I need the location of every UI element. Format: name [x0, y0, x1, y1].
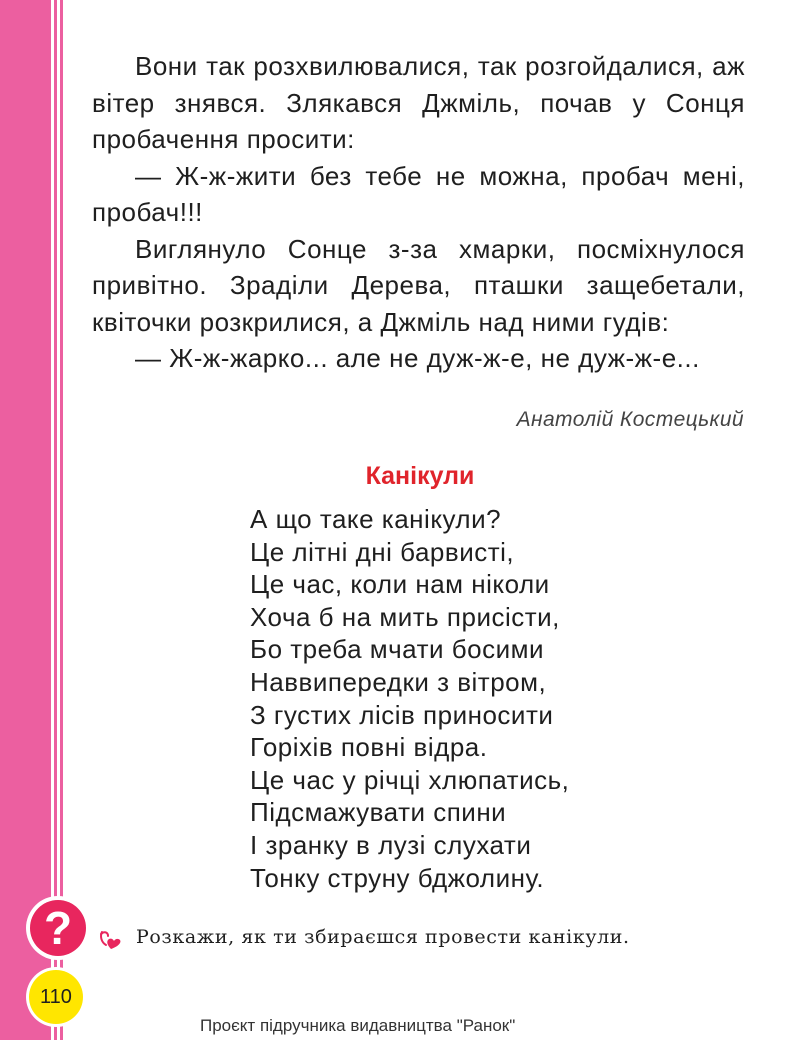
paragraph: Вони так розхвилювалися, так розгойдалися, аж вітер знявся. Злякався Джміль, почав у Сонця пробачення просити:: [92, 51, 745, 154]
story-text: [92, 48, 745, 377]
paragraph: — Ж-ж-жити без тебе не можна, пробач мені, пробач!!!: [92, 160, 745, 227]
question-icon: ?: [30, 900, 86, 956]
page-number: 110: [29, 970, 83, 1024]
poem-line: Бо треба мчати босими: [250, 634, 544, 665]
poem-line: Горіхів повні відра.: [250, 732, 488, 763]
side-bar: [0, 0, 48, 1040]
poem-title: Канікули: [365, 462, 475, 490]
poem-line: А що таке канікули?: [250, 504, 502, 534]
hand-icon: [98, 928, 124, 952]
poem-line: Хоча б на мить присісти,: [250, 601, 560, 632]
poem-line: Підсмажувати спини: [250, 797, 507, 828]
poem-line: Це час у річці хлюпатись,: [250, 764, 570, 795]
poem-line: Це час, коли нам ніколи: [250, 569, 550, 600]
poem-line: Наввипередки з вітром,: [250, 666, 547, 697]
poem-line: З густих лісів приносити: [250, 699, 554, 730]
poem-line: І зранку в лузі слухати: [250, 829, 532, 860]
side-stripes: [48, 0, 64, 1040]
poem: [250, 503, 569, 894]
author-name: Анатолій Костецький: [516, 408, 744, 431]
task-text: Розкажи, як ти збираєшся провести канікули.: [136, 926, 630, 948]
paragraph: — Ж-ж-жарко... але не дуж-ж-е, не дуж-ж-е...: [135, 343, 700, 373]
poem-line: Це літні дні барвисті,: [250, 536, 515, 567]
paragraph: Виглянуло Сонце з-за хмарки, посміхнулося привітно. Зраділи Дерева, пташки защебетали, квіточки розкрилися, а Джміль над ними гудів:: [92, 233, 745, 337]
footer-text: Проєкт підручника видавництва "Ранок": [200, 1016, 516, 1035]
poem-line: Тонку струну бджолину.: [250, 862, 545, 893]
